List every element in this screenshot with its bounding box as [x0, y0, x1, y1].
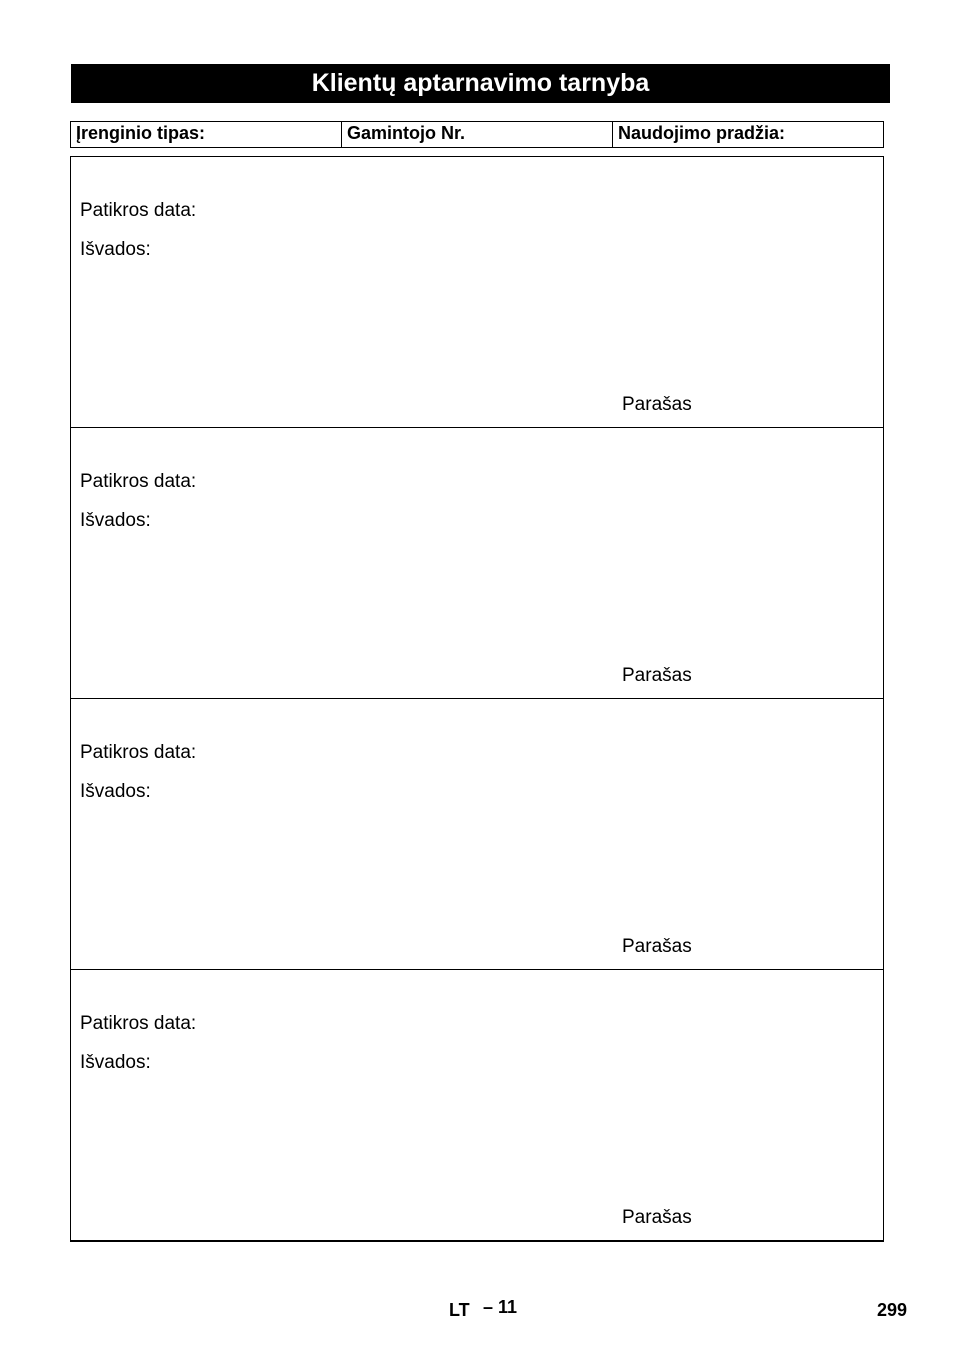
- device-type-field: Įrenginio tipas:: [71, 122, 342, 147]
- serial-number-field: Gamintojo Nr.: [342, 122, 613, 147]
- signature-label: Parašas: [622, 394, 692, 415]
- inspection-date-label: Patikros data:: [80, 471, 197, 492]
- footer-section-page: – 11: [483, 1297, 518, 1317]
- footer-language-code: LT: [449, 1300, 470, 1320]
- inspection-section: [71, 427, 883, 698]
- conclusions-label: Išvados:: [80, 510, 151, 531]
- inspection-date-label: Patikros data:: [80, 200, 197, 221]
- inspection-section: [71, 969, 883, 1240]
- start-of-use-field: Naudojimo pradžia:: [618, 123, 786, 143]
- signature-label: Parašas: [622, 936, 692, 957]
- inspection-date-label: Patikros data:: [80, 742, 197, 763]
- signature-label: Parašas: [622, 665, 692, 686]
- inspection-section: [71, 157, 883, 427]
- inspection-sections: [70, 156, 884, 1242]
- inspection-section: [71, 698, 883, 969]
- device-info-table: [70, 121, 884, 148]
- signature-label: Parašas: [622, 1207, 692, 1228]
- footer-page-number: 299: [877, 1300, 908, 1320]
- page-title: Klientų aptarnavimo tarnyba: [71, 64, 890, 103]
- conclusions-label: Išvados:: [80, 781, 151, 802]
- conclusions-label: Išvados:: [80, 239, 151, 260]
- conclusions-label: Išvados:: [80, 1052, 151, 1073]
- inspection-date-label: Patikros data:: [80, 1013, 197, 1034]
